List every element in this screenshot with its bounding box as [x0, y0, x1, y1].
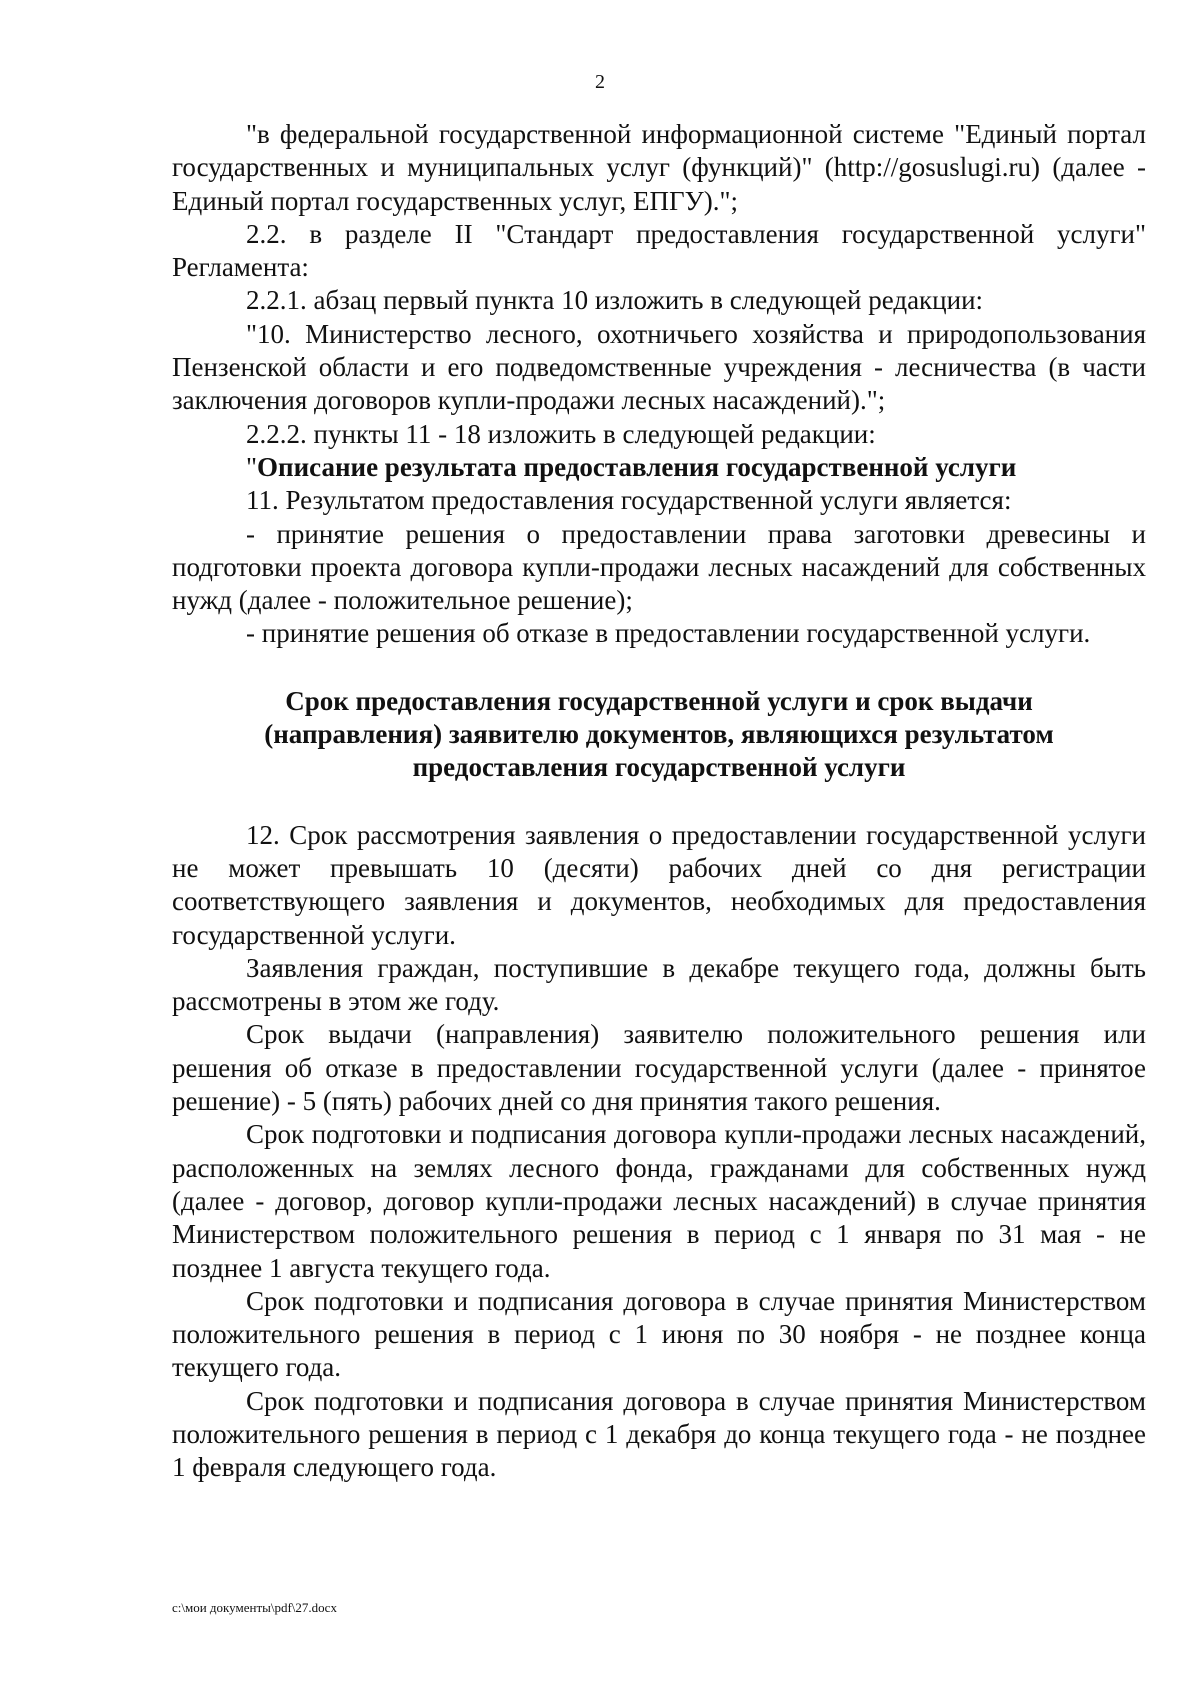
paragraph: Заявления граждан, поступившие в декабре текущего года, должны быть рассмотрены в этом же году. [172, 952, 1146, 1017]
page-number: 2 [595, 71, 605, 93]
paragraph: 2.2.2. пункты 11 - 18 изложить в следующей редакции: [246, 418, 876, 449]
paragraph: "10. Министерство лесного, охотничьего хозяйства и природопользования Пензенской области и его подведомственные учреждения - лесничества (в части заключения договоров купли-продажи лесных насаждений)."; [172, 318, 1146, 416]
paragraph: 11. Результатом предоставления государственной услуги является: [246, 485, 1012, 516]
paragraph: - принятие решения об отказе в предоставлении государственной услуги. [246, 618, 1091, 649]
paragraph: 12. Срок рассмотрения заявления о предоставлении государственной услуги не может превышать 10 (десяти) рабочих дней со дня регистрации соответствующего заявления и документов, необходимых для предоставления государственной услуги. [172, 819, 1146, 950]
section-heading-line: Срок предоставления государственной услуги и срок выдачи [285, 685, 1033, 716]
paragraph: 2.2. в разделе II "Стандарт предоставления государственной услуги" Регламента: [172, 218, 1146, 283]
section-heading [172, 685, 1146, 785]
paragraph: Срок подготовки и подписания договора в случае принятия Министерством положительного решения в период с 1 июня по 30 ноября - не позднее конца текущего года. [172, 1285, 1146, 1383]
subheading [172, 451, 1146, 484]
footer-file-path: c:\мои документы\pdf\27.docx [172, 1600, 337, 1615]
paragraph: "в федеральной государственной информационной системе "Единый портал государственных и муниципальных услуг (функций)" (http://gosuslugi.ru) (далее - Единый портал государственных услуг, ЕПГУ)."; [172, 119, 1146, 216]
document-body [172, 118, 1146, 1485]
section-heading-line: предоставления государственной услуги [412, 752, 906, 783]
paragraph: Срок выдачи (направления) заявителю положительного решения или решения об отказе в предоставлении государственной услуги (далее - принятое решение) - 5 (пять) рабочих дней со дня принятия такого решения. [172, 1019, 1146, 1117]
paragraph: - принятие решения о предоставлении права заготовки древесины и подготовки проекта договора купли-продажи лесных насаждений для собственных нужд (далее - положительное решение); [172, 518, 1146, 616]
subheading-quote: " [246, 451, 258, 482]
section-heading-line: (направления) заявителю документов, являющихся результатом [264, 719, 1054, 750]
paragraph: Срок подготовки и подписания договора в случае принятия Министерством положительного решения в период с 1 декабря до конца текущего года - не позднее 1 февраля следующего года. [172, 1385, 1146, 1483]
subheading-text: Описание результата предоставления государственной услуги [257, 451, 1017, 482]
paragraph: Срок подготовки и подписания договора купли-продажи лесных насаждений, расположенных на землях лесного фонда, гражданами для собственных нужд (далее - договор, договор купли-продажи лесных насаждений) в случае принятия Министерством положительного решения в период с 1 января по 31 мая - не позднее 1 августа текущего года. [172, 1119, 1146, 1283]
paragraph: 2.2.1. абзац первый пункта 10 изложить в следующей редакции: [246, 285, 984, 316]
